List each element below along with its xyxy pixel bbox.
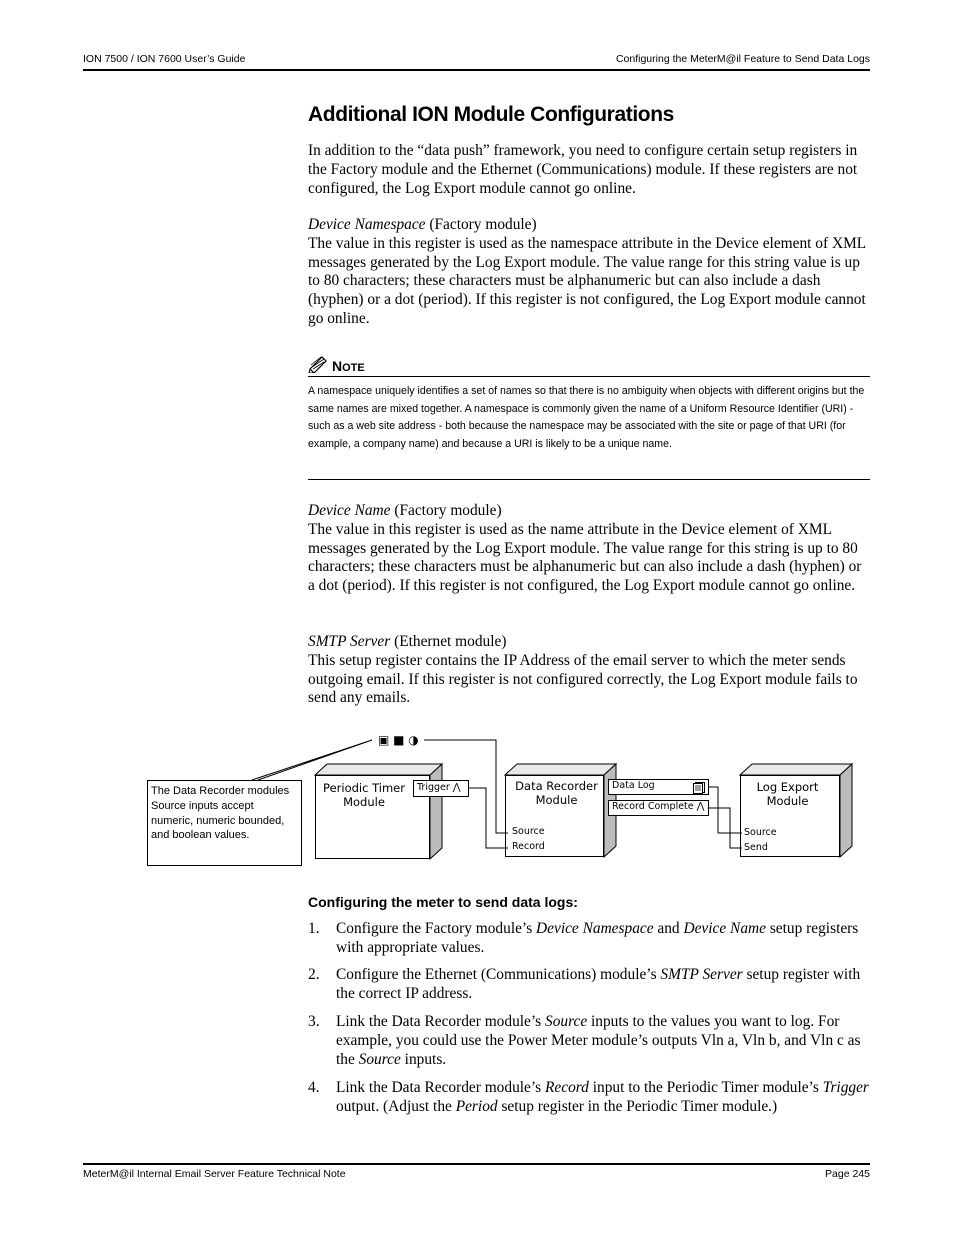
register-description: This setup register contains the IP Address of the email server to which the meter sends outgoing email. If this register is not configured correctly, the Log Export module fails to send any emails. xyxy=(308,651,858,707)
footer-rule xyxy=(83,1163,870,1165)
periodic-timer-label: Periodic Timer Module xyxy=(323,781,405,809)
register-name: Device Name xyxy=(308,502,391,519)
periodic-timer-top xyxy=(315,764,442,775)
record-input-label: Record xyxy=(512,841,545,852)
procedure-step: 1. Configure the Factory module’s Device Namespace and Device Name setup registers with appropriate values. xyxy=(308,920,859,956)
running-header-left: ION 7500 / ION 7600 User’s Guide xyxy=(83,53,246,65)
log-export-side xyxy=(840,764,852,857)
intro-paragraph: In addition to the “data push” framework, you need to configure certain setup registers in the Factory module and the Ethernet (Communications) module. If these registers are not configured, the Log Export module cannot go online. xyxy=(308,142,858,197)
page-number: Page 245 xyxy=(825,1168,870,1180)
log-export-top xyxy=(740,764,852,775)
procedure-step: 4. Link the Data Recorder module’s Record input to the Periodic Timer module’s Trigger output. (Adjust the Period setup register in the Periodic Timer module.) xyxy=(308,1079,869,1115)
data-recorder-top xyxy=(505,764,616,775)
document-icon xyxy=(693,781,705,799)
running-footer-left: MeterM@il Internal Email Server Feature Technical Note xyxy=(83,1168,346,1180)
diagram-callout-text: The Data Recorder modules Source inputs accept numeric, numeric bounded, and boolean values. xyxy=(151,785,290,842)
note-text: A namespace uniquely identifies a set of names so that there is no ambiguity when objects with different origins but the same names are mixed together. A namespace is commonly given the name of a Uniform Resource Identifier (URI) - such as a web site address - both because the namespace may be associated with the site or page of that URI (for example, a company name) and because a URI is likely to be a unique name. xyxy=(308,385,865,450)
complete-to-send-link xyxy=(708,808,742,848)
procedure-step: 3. Link the Data Recorder module’s Source inputs to the values you want to log. For example, you could use the Power Meter module’s outputs Vln a, Vln b, and Vln c as the Source inputs. xyxy=(308,1013,861,1068)
input-type-icons: ▣ ■ ◑ xyxy=(378,733,419,747)
register-module: (Factory module) xyxy=(390,502,502,519)
record-complete-output-label: Record Complete ⋀ xyxy=(612,801,705,812)
procedure-step: 2. Configure the Ethernet (Communications) module’s SMTP Server setup register with the correct IP address. xyxy=(308,966,861,1002)
note-label: NOTE xyxy=(332,357,365,374)
periodic-timer-side xyxy=(430,764,442,859)
data-recorder-label: Data Recorder Module xyxy=(515,779,598,807)
source-input-label: Source xyxy=(512,826,545,837)
procedure-heading: Configuring the meter to send data logs: xyxy=(308,894,578,910)
data-log-output-label: Data Log xyxy=(612,780,655,791)
trigger-to-record-link xyxy=(468,788,508,848)
section-title: Additional ION Module Configurations xyxy=(308,103,674,126)
register-module: (Ethernet module) xyxy=(390,633,507,650)
register-description: The value in this register is used as the name attribute in the Device element of XML messages generated by the Log Export module. The value range for this string is up to 80 characters; these characters must be alphanumeric but can also include a dash (hyphen) or a dot (period). If this register is not configured, the Log Export module cannot go online. xyxy=(308,520,862,595)
log-export-label: Log Export Module xyxy=(756,780,819,808)
register-name: Device Namespace xyxy=(308,216,426,233)
log-export-source-label: Source xyxy=(744,827,777,838)
trigger-output-label: Trigger ⋀ xyxy=(417,782,461,793)
datalog-to-source-link xyxy=(708,787,742,833)
register-description: The value in this register is used as the namespace attribute in the Device element of XML messages generated by the Log Export module. The value range for this string value is up to 80 characters; these characters must be alphanumeric but can also include a dash (hyphen) or a dot (period). If this register is not configured, the Log Export module cannot go online. xyxy=(308,234,866,327)
running-header-right: Configuring the MeterM@il Feature to Send Data Logs xyxy=(615,53,870,65)
register-module: (Factory module) xyxy=(425,216,537,233)
log-export-send-label: Send xyxy=(744,842,768,853)
register-name: SMTP Server xyxy=(308,633,391,650)
